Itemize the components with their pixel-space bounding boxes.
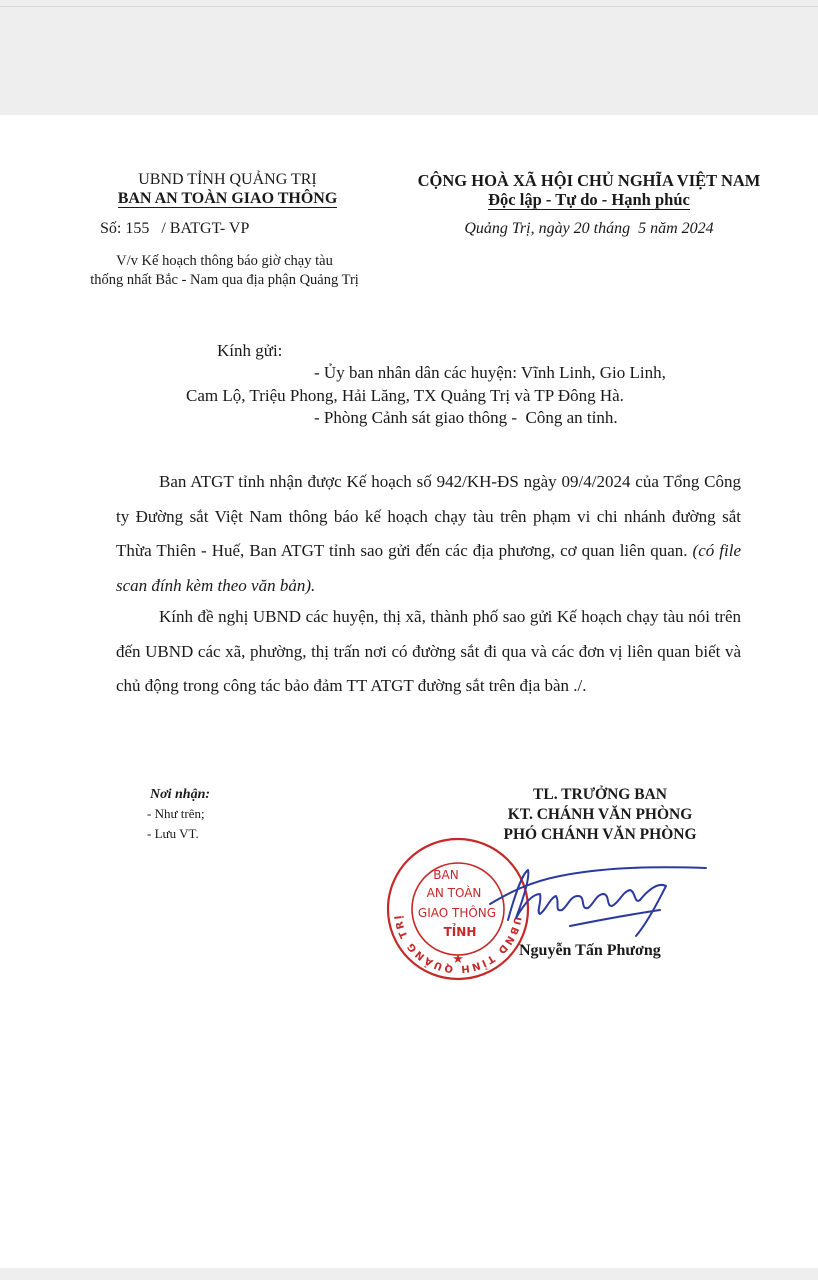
seal-line-3: GIAO THÔNG xyxy=(417,906,497,920)
signature-title-1: TL. TRƯỞNG BAN xyxy=(533,786,667,803)
national-title: CỘNG HOÀ XÃ HỘI CHỦ NGHĨA VIỆT NAM xyxy=(417,171,761,190)
body-paragraph-1 xyxy=(116,465,741,603)
body-paragraph-1-text: Ban ATGT tỉnh nhận được Kế hoạch số 942/KH-ĐS ngày 09/4/2024 của Tổng Công ty Đường sắt Việt Nam thông báo kế hoạch chạy tàu trên phạm vi chi nhánh đường sắt Thừa Thiên - Huế, Ban ATGT tỉnh sao gửi đến các địa phương, cơ quan liên quan. xyxy=(116,472,741,560)
subject-line-2: thống nhất Bắc - Nam qua địa phận Quảng Trị xyxy=(90,272,359,288)
national-motto-text: Độc lập - Tự do - Hạnh phúc xyxy=(488,190,690,209)
document-number: Số: 155 / BATGT- VP xyxy=(100,220,250,237)
signature-title-3: PHÓ CHÁNH VĂN PHÒNG xyxy=(503,826,697,843)
seal-line-2: AN TOÀN xyxy=(426,886,482,900)
signature-title-2: KT. CHÁNH VĂN PHÒNG xyxy=(507,806,693,823)
viewer-bottom-bar xyxy=(0,1268,818,1280)
body-paragraph-2: Kính đề nghị UBND các huyện, thị xã, thành phố sao gửi Kế hoạch chạy tàu nói trên đến UBND các xã, phường, thị trấn nơi có đường sắt đi qua và các đơn vị liên quan biết và chủ động trong công tác bảo đảm TT ATGT đường sắt trên địa bàn ./. xyxy=(116,607,741,695)
seal-line-4: TỈNH xyxy=(443,925,477,939)
handwritten-signature xyxy=(470,852,720,942)
viewer-top-bar xyxy=(0,0,818,115)
recipient-line-3: - Phòng Cảnh sát giao thông - Công an tỉnh. xyxy=(314,408,618,427)
body-paragraph-1-note: (có file scan đính kèm theo văn bản). xyxy=(116,541,741,595)
agency-name: UBND TỈNH QUẢNG TRỊ xyxy=(138,171,317,188)
signer-name: Nguyễn Tấn Phương xyxy=(519,942,661,959)
seal-star-icon: ★ xyxy=(452,951,464,966)
viewer-top-divider xyxy=(0,6,818,7)
national-motto xyxy=(400,190,778,210)
recipient-line-2: Cam Lộ, Triệu Phong, Hải Lăng, TX Quảng Trị và TP Đông Hà. xyxy=(186,386,624,405)
recipients-item-2: - Lưu VT. xyxy=(147,826,199,841)
seal-line-1: BAN xyxy=(433,868,459,882)
place-date: Quảng Trị, ngày 20 tháng 5 năm 2024 xyxy=(464,220,714,237)
department-name xyxy=(60,190,395,208)
subject-line-1: V/v Kế hoạch thông báo giờ chạy tàu xyxy=(116,253,333,269)
recipient-line-1: - Ủy ban nhân dân các huyện: Vĩnh Linh, Gio Linh, xyxy=(314,363,666,382)
greeting: Kính gửi: xyxy=(217,341,283,360)
recipients-item-1: - Như trên; xyxy=(147,806,205,821)
recipients-label: Nơi nhận: xyxy=(150,787,211,802)
seal-ring-text: UBND TỈNH QUẢNG TRỊ xyxy=(393,912,523,975)
department-name-text: BAN AN TOÀN GIAO THÔNG xyxy=(117,190,338,207)
